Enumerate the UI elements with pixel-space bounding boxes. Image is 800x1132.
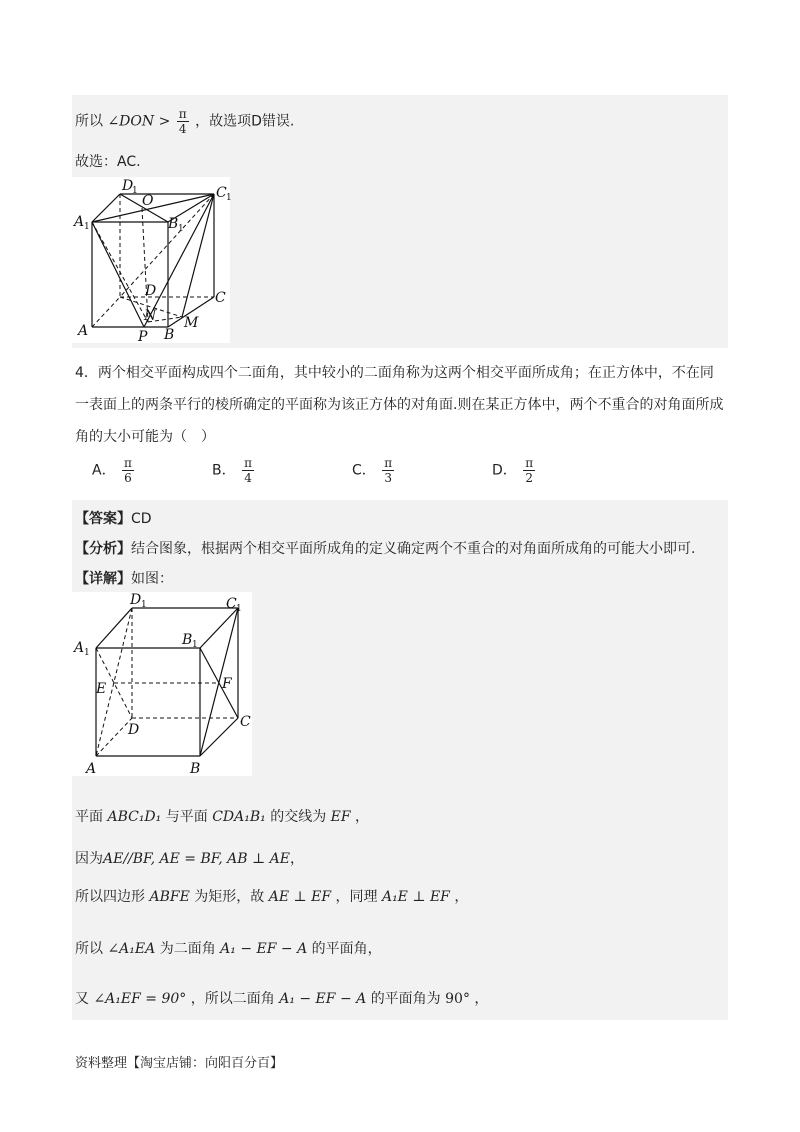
option-b[interactable] (212, 456, 256, 485)
question-line-1: 4．两个相交平面构成四个二面角，其中较小的二面角称为这两个相交平面所成角；在正方体中，不在同 (75, 365, 714, 381)
label-D1: D (122, 178, 134, 194)
fraction-numerator: π (525, 456, 534, 470)
step-2 (75, 848, 304, 868)
math-expression: AE//BF, AE = BF, AB ⊥ AE (103, 851, 290, 867)
fraction-numerator: π (178, 107, 187, 121)
label-C1: C (226, 596, 237, 612)
label-sub: 1 (84, 222, 90, 232)
analysis-tag: 【分析】 (75, 541, 131, 557)
option-c[interactable] (352, 456, 396, 485)
label-F: F (222, 676, 232, 692)
math-expression: EF (330, 809, 351, 825)
text-fragment: 平面 (75, 809, 103, 825)
answer-value: CD (131, 511, 152, 527)
question-line-3: 角的大小可能为（ ） (75, 429, 215, 445)
math-expression: ∠A₁EA (107, 941, 156, 957)
edge-bc (200, 718, 238, 756)
label-sub: 1 (84, 648, 90, 658)
option-label: D． (492, 462, 517, 479)
option-fraction (122, 456, 134, 485)
text-fragment: 因为 (75, 851, 103, 867)
label-A: A (86, 761, 97, 777)
label-D1: D (130, 592, 142, 608)
label-B: B (164, 327, 175, 343)
label-C: C (240, 714, 251, 730)
option-label: B． (212, 462, 236, 479)
text-fragment: ， (289, 851, 304, 867)
text-fragment: 的交线为 (270, 809, 327, 825)
math-expression: A₁ − EF − A (220, 941, 308, 957)
option-fraction (523, 456, 535, 485)
math-expression: CDA₁B₁ (212, 809, 266, 825)
option-label: A． (92, 462, 116, 479)
text-fragment: 又 (75, 991, 89, 1007)
step-4 (75, 938, 382, 958)
fraction-denominator: 3 (384, 471, 392, 485)
option-label: C． (352, 462, 376, 479)
detail-line (75, 568, 173, 588)
fraction-numerator: π (124, 456, 132, 470)
step-3 (75, 886, 468, 906)
text-fragment: 的平面角， (311, 941, 382, 957)
option-d[interactable] (492, 456, 537, 485)
math-expression: AE ⊥ EF (268, 889, 332, 905)
fraction-denominator: 4 (178, 122, 187, 136)
text-fragment: 的平面角为 (370, 991, 441, 1007)
label-B1: B (168, 216, 179, 232)
fraction-denominator: 6 (124, 471, 132, 485)
text-fragment: 所以 (75, 113, 103, 130)
math-expression: ∠DON > (107, 113, 171, 130)
edge-ad-hidden (92, 297, 120, 327)
edge-ad-hidden (96, 718, 132, 756)
label-sub: 1 (236, 604, 242, 614)
previous-conclusion-line (75, 107, 294, 136)
text-fragment: ，同理 (335, 889, 378, 905)
text-fragment: ，所以二面角 (190, 991, 275, 1007)
line-c1b (200, 608, 238, 756)
fraction-denominator: 2 (525, 471, 533, 485)
step-5 (75, 988, 488, 1008)
detail-text: 如图： (131, 571, 173, 587)
fraction-numerator: π (384, 456, 393, 470)
label-sub: 1 (226, 193, 232, 203)
label-M: M (184, 315, 199, 331)
label-A1: A (74, 640, 85, 656)
text-fragment: 与平面 (165, 809, 208, 825)
text-fragment: 为二面角 (159, 941, 216, 957)
text-fragment: 所以 (75, 941, 103, 957)
cube-figure-2 (72, 592, 252, 776)
previous-answer-line: 故选：AC. (75, 154, 141, 170)
label-A1: A (74, 214, 85, 230)
line-a1p (92, 222, 144, 327)
analysis-text: 结合图象，根据两个相交平面所成角的定义确定两个不重合的对角面所成角的可能大小即可. (131, 541, 696, 557)
edge-a1d1 (92, 194, 120, 222)
label-sub: 1 (178, 224, 184, 234)
label-B: B (190, 761, 201, 777)
label-P: P (138, 329, 148, 345)
math-expression: ABC₁D₁ (107, 809, 162, 825)
label-E: E (96, 681, 107, 697)
line-c1d-hidden (120, 194, 214, 297)
label-B1: B (182, 632, 193, 648)
fraction-numerator: π (244, 456, 252, 470)
label-C1: C (216, 185, 227, 201)
label-sub: 1 (192, 640, 198, 650)
text-fragment: 为矩形，故 (194, 889, 265, 905)
text-fragment: 所以四边形 (75, 889, 145, 905)
line-c1m (182, 194, 214, 317)
answer-tag: 【答案】 (75, 511, 131, 527)
fraction-denominator: 4 (244, 471, 252, 485)
option-fraction (382, 456, 394, 485)
step-1 (75, 806, 369, 826)
option-fraction (242, 456, 254, 485)
math-expression: A₁ − EF − A (279, 991, 367, 1007)
text-fragment: ，故选项D错误. (195, 113, 295, 130)
label-N: N (144, 308, 157, 324)
page-footer: 资料整理【淘宝店铺：向阳百分百】 (75, 1056, 284, 1071)
text-fragment: ， (355, 809, 370, 825)
text-fragment: ， (474, 991, 489, 1007)
math-expression: A₁E ⊥ EF (381, 889, 450, 905)
label-O: O (142, 193, 154, 209)
option-a[interactable] (92, 456, 136, 485)
answer-line (75, 508, 152, 528)
detail-tag: 【详解】 (75, 571, 131, 587)
math-expression: 90° (445, 991, 470, 1007)
edge-a1d1 (96, 608, 132, 648)
label-C: C (215, 290, 226, 306)
analysis-line (75, 538, 695, 558)
question-line-2: 一表面上的两条平行的棱所确定的平面称为该正方体的对角面.则在某正方体中，两个不重合的对角面所成 (75, 397, 724, 413)
label-D: D (145, 283, 157, 299)
label-sub: 1 (132, 186, 138, 196)
fraction (177, 107, 189, 136)
cube-figure-1 (72, 177, 230, 343)
label-A: A (78, 323, 89, 339)
label-D: D (128, 722, 140, 738)
label-sub: 1 (141, 600, 147, 610)
math-expression: ABFE (149, 889, 190, 905)
math-expression: ∠A₁EF = 90° (93, 991, 187, 1007)
text-fragment: ， (454, 889, 469, 905)
